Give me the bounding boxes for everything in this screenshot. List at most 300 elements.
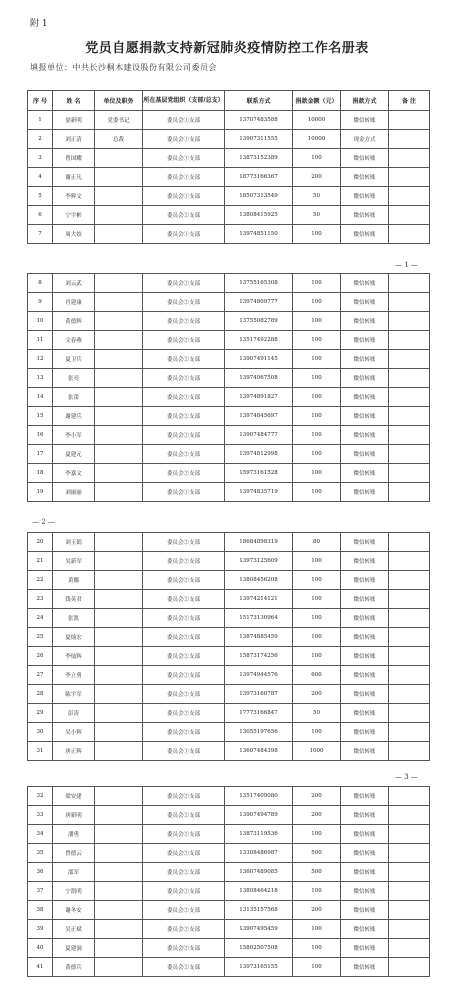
amount-cell: 200: [293, 787, 341, 806]
method-cell: 微信转账: [341, 111, 389, 130]
position-cell: [95, 533, 143, 552]
method-cell: 微信转账: [341, 901, 389, 920]
table-row: [28, 901, 430, 920]
contact-cell: 17773166847: [225, 704, 293, 723]
name-cell: 肖建康: [53, 293, 95, 312]
method-cell: 微信转账: [341, 350, 389, 369]
amount-cell: 100: [293, 882, 341, 901]
register-table-page-3: [27, 532, 430, 761]
seq-cell: 2: [28, 130, 53, 149]
register-table-page-2: [27, 273, 430, 502]
amount-cell: 100: [293, 609, 341, 628]
contact-cell: 13907491145: [225, 350, 293, 369]
seq-cell: 31: [28, 742, 53, 761]
seq-cell: 28: [28, 685, 53, 704]
position-cell: [95, 407, 143, 426]
party-branch-cell: 委员会①支部: [143, 130, 225, 149]
amount-cell: 50: [293, 187, 341, 206]
table-row: [28, 293, 430, 312]
position-cell: [95, 742, 143, 761]
position-cell: [95, 723, 143, 742]
method-cell: 微信转账: [341, 628, 389, 647]
contact-cell: 13974067508: [225, 369, 293, 388]
method-cell: 微信转账: [341, 149, 389, 168]
contact-cell: 13907495459: [225, 920, 293, 939]
contact-cell: 13873152389: [225, 149, 293, 168]
name-cell: 邵军: [53, 863, 95, 882]
party-branch-cell: 委员会②支部: [143, 882, 225, 901]
party-branch-cell: 委员会①支部: [143, 742, 225, 761]
seq-cell: 18: [28, 464, 53, 483]
seq-cell: 41: [28, 958, 53, 977]
contact-cell: 13308486987: [225, 844, 293, 863]
method-cell: 微信转账: [341, 533, 389, 552]
amount-cell: 100: [293, 149, 341, 168]
name-cell: 唐正辉: [53, 742, 95, 761]
party-branch-cell: 委员会②支部: [143, 426, 225, 445]
position-cell: [95, 609, 143, 628]
contact-cell: 13607489085: [225, 863, 293, 882]
method-cell: 微信转账: [341, 331, 389, 350]
name-cell: 彭涛: [53, 704, 95, 723]
party-branch-cell: 委员会②支部: [143, 350, 225, 369]
position-cell: [95, 958, 143, 977]
position-cell: [95, 483, 143, 502]
remark-cell: [389, 312, 430, 331]
method-cell: 微信转账: [341, 225, 389, 244]
table-row: [28, 723, 430, 742]
remark-cell: [389, 958, 430, 977]
amount-cell: 1000: [293, 742, 341, 761]
amount-cell: 100: [293, 388, 341, 407]
amount-cell: 10000: [293, 130, 341, 149]
method-cell: 微信转账: [341, 369, 389, 388]
position-cell: [95, 920, 143, 939]
remark-cell: [389, 149, 430, 168]
table-row: [28, 206, 430, 225]
party-branch-cell: 委员会②支部: [143, 407, 225, 426]
seq-cell: 4: [28, 168, 53, 187]
method-cell: 微信转账: [341, 685, 389, 704]
contact-cell: 13707483588: [225, 111, 293, 130]
page-number: — 2 —: [32, 518, 55, 526]
seq-cell: 12: [28, 350, 53, 369]
position-cell: [95, 426, 143, 445]
party-branch-cell: 委员会①支部: [143, 483, 225, 502]
remark-cell: [389, 407, 430, 426]
amount-cell: 600: [293, 666, 341, 685]
table-row: [28, 666, 430, 685]
amount-cell: 100: [293, 590, 341, 609]
amount-cell: 100: [293, 369, 341, 388]
name-cell: 黄德兵: [53, 958, 95, 977]
remark-cell: [389, 939, 430, 958]
contact-cell: 13135157568: [225, 901, 293, 920]
contact-cell: 13973165155: [225, 958, 293, 977]
amount-cell: 100: [293, 552, 341, 571]
column-header: 序 号: [28, 91, 53, 111]
amount-cell: 100: [293, 274, 341, 293]
seq-cell: 9: [28, 293, 53, 312]
seq-cell: 10: [28, 312, 53, 331]
contact-cell: 13907494789: [225, 806, 293, 825]
seq-cell: 8: [28, 274, 53, 293]
name-cell: 宁凯明: [53, 882, 95, 901]
seq-cell: 1: [28, 111, 53, 130]
register-table-page-4: [27, 786, 430, 977]
amount-cell: 100: [293, 445, 341, 464]
table-row: [28, 628, 430, 647]
contact-cell: 13974845697: [225, 407, 293, 426]
remark-cell: [389, 369, 430, 388]
amount-cell: 100: [293, 825, 341, 844]
table-row: [28, 685, 430, 704]
amount-cell: 100: [293, 312, 341, 331]
party-branch-cell: 委员会②支部: [143, 464, 225, 483]
column-header: 单位及职务: [95, 91, 143, 111]
remark-cell: [389, 445, 430, 464]
remark-cell: [389, 225, 430, 244]
position-cell: [95, 901, 143, 920]
remark-cell: [389, 901, 430, 920]
position-cell: [95, 388, 143, 407]
name-cell: 周大姣: [53, 225, 95, 244]
amount-cell: 100: [293, 407, 341, 426]
remark-cell: [389, 388, 430, 407]
amount-cell: 100: [293, 293, 341, 312]
table-row: [28, 920, 430, 939]
position-cell: [95, 274, 143, 293]
party-branch-cell: 委员会①支部: [143, 149, 225, 168]
contact-cell: 13517409080: [225, 787, 293, 806]
amount-cell: 10000: [293, 111, 341, 130]
name-cell: 晏新明: [53, 111, 95, 130]
remark-cell: [389, 787, 430, 806]
amount-cell: 80: [293, 533, 341, 552]
seq-cell: 25: [28, 628, 53, 647]
contact-cell: 13607484398: [225, 742, 293, 761]
contact-cell: 13974891827: [225, 388, 293, 407]
name-cell: 李小军: [53, 426, 95, 445]
method-cell: 微信转账: [341, 882, 389, 901]
remark-cell: [389, 350, 430, 369]
table-row: [28, 704, 430, 723]
party-branch-cell: 委员会①支部: [143, 168, 225, 187]
position-cell: [95, 369, 143, 388]
remark-cell: [389, 647, 430, 666]
method-cell: 微信转账: [341, 274, 389, 293]
position-cell: [95, 628, 143, 647]
amount-cell: 50: [293, 704, 341, 723]
method-cell: 微信转账: [341, 206, 389, 225]
name-cell: 梁安建: [53, 787, 95, 806]
party-branch-cell: 委员会②支部: [143, 533, 225, 552]
seq-cell: 3: [28, 149, 53, 168]
position-cell: [95, 552, 143, 571]
amount-cell: 100: [293, 571, 341, 590]
name-cell: 张亮: [53, 369, 95, 388]
table-row: [28, 187, 430, 206]
method-cell: 微信转账: [341, 863, 389, 882]
contact-cell: 13907311555: [225, 130, 293, 149]
position-cell: 总裁: [95, 130, 143, 149]
position-cell: [95, 844, 143, 863]
remark-cell: [389, 130, 430, 149]
position-cell: [95, 787, 143, 806]
table-row: [28, 609, 430, 628]
contact-cell: 13974851150: [225, 225, 293, 244]
party-branch-cell: 委员会②支部: [143, 571, 225, 590]
header-row: [28, 91, 430, 111]
party-branch-cell: 委员会②支部: [143, 274, 225, 293]
table-row: [28, 225, 430, 244]
table-row: [28, 111, 430, 130]
name-cell: 吴小辉: [53, 723, 95, 742]
name-cell: 谢建兵: [53, 407, 95, 426]
page-number: — 1 —: [395, 261, 418, 269]
party-branch-cell: 委员会②支部: [143, 206, 225, 225]
method-cell: 微信转账: [341, 571, 389, 590]
remark-cell: [389, 483, 430, 502]
page-number: — 3 —: [395, 773, 418, 781]
remark-cell: [389, 882, 430, 901]
remark-cell: [389, 168, 430, 187]
party-branch-cell: 委员会②支部: [143, 787, 225, 806]
method-cell: 微信转账: [341, 647, 389, 666]
seq-cell: 39: [28, 920, 53, 939]
amount-cell: 100: [293, 647, 341, 666]
position-cell: [95, 464, 143, 483]
name-cell: 曾德云: [53, 844, 95, 863]
table-row: [28, 445, 430, 464]
table-row: [28, 130, 430, 149]
remark-cell: [389, 590, 430, 609]
remark-cell: [389, 331, 430, 350]
seq-cell: 37: [28, 882, 53, 901]
amount-cell: 100: [293, 628, 341, 647]
table-row: [28, 274, 430, 293]
method-cell: 微信转账: [341, 704, 389, 723]
column-header: 联系方式: [225, 91, 293, 111]
party-branch-cell: 委员会②支部: [143, 293, 225, 312]
remark-cell: [389, 863, 430, 882]
method-cell: 微信转账: [341, 787, 389, 806]
seq-cell: 33: [28, 806, 53, 825]
party-branch-cell: 委员会②支部: [143, 590, 225, 609]
name-cell: 刘正清: [53, 130, 95, 149]
remark-cell: [389, 685, 430, 704]
table-row: [28, 787, 430, 806]
remark-cell: [389, 628, 430, 647]
remark-cell: [389, 825, 430, 844]
party-branch-cell: 委员会②支部: [143, 806, 225, 825]
column-header: 捐款方式: [341, 91, 389, 111]
method-cell: 微信转账: [341, 609, 389, 628]
seq-cell: 15: [28, 407, 53, 426]
table-row: [28, 331, 430, 350]
position-cell: [95, 806, 143, 825]
position-cell: [95, 590, 143, 609]
contact-cell: 13973160787: [225, 685, 293, 704]
name-cell: 李灿辉: [53, 647, 95, 666]
seq-cell: 24: [28, 609, 53, 628]
seq-cell: 7: [28, 225, 53, 244]
method-cell: 微信转账: [341, 552, 389, 571]
contact-cell: 13974812998: [225, 445, 293, 464]
table-row: [28, 369, 430, 388]
position-cell: [95, 882, 143, 901]
table-row: [28, 312, 430, 331]
contact-cell: 13755082789: [225, 312, 293, 331]
remark-cell: [389, 187, 430, 206]
party-branch-cell: 委员会②支部: [143, 844, 225, 863]
contact-cell: 13907484777: [225, 426, 293, 445]
name-cell: 李嘉文: [53, 464, 95, 483]
name-cell: 黄娜: [53, 571, 95, 590]
table-row: [28, 882, 430, 901]
amount-cell: 200: [293, 685, 341, 704]
amount-cell: 200: [293, 168, 341, 187]
method-cell: 微信转账: [341, 426, 389, 445]
contact-cell: 18507313549: [225, 187, 293, 206]
remark-cell: [389, 742, 430, 761]
method-cell: 微信转账: [341, 723, 389, 742]
seq-cell: 17: [28, 445, 53, 464]
remark-cell: [389, 844, 430, 863]
remark-cell: [389, 806, 430, 825]
position-cell: [95, 939, 143, 958]
table-row: [28, 533, 430, 552]
position-cell: [95, 704, 143, 723]
name-cell: 宁宇彬: [53, 206, 95, 225]
contact-cell: 13755165308: [225, 274, 293, 293]
contact-cell: 13974835719: [225, 483, 293, 502]
name-cell: 夏灿宏: [53, 628, 95, 647]
amount-cell: 100: [293, 483, 341, 502]
table-row: [28, 350, 430, 369]
contact-cell: 13874885459: [225, 628, 293, 647]
method-cell: 微信转账: [341, 388, 389, 407]
party-branch-cell: 委员会②支部: [143, 647, 225, 666]
position-cell: [95, 187, 143, 206]
seq-cell: 26: [28, 647, 53, 666]
position-cell: [95, 168, 143, 187]
position-cell: [95, 571, 143, 590]
table-row: [28, 571, 430, 590]
contact-cell: 15973161528: [225, 464, 293, 483]
attachment-label: 附 1: [30, 19, 48, 29]
table-row: [28, 825, 430, 844]
amount-cell: 100: [293, 225, 341, 244]
table-row: [28, 806, 430, 825]
seq-cell: 20: [28, 533, 53, 552]
amount-cell: 200: [293, 806, 341, 825]
amount-cell: 200: [293, 901, 341, 920]
name-cell: 夏建洞: [53, 939, 95, 958]
party-branch-cell: 委员会①支部: [143, 225, 225, 244]
position-cell: [95, 863, 143, 882]
seq-cell: 23: [28, 590, 53, 609]
seq-cell: 13: [28, 369, 53, 388]
method-cell: 微信转账: [341, 407, 389, 426]
method-cell: 微信转账: [341, 742, 389, 761]
contact-cell: 15873174256: [225, 647, 293, 666]
name-cell: 谢冬安: [53, 901, 95, 920]
register-table-page-1: [27, 90, 430, 244]
contact-cell: 13973125609: [225, 552, 293, 571]
contact-cell: 13055197656: [225, 723, 293, 742]
method-cell: 微信转账: [341, 939, 389, 958]
party-branch-cell: 委员会①支部: [143, 187, 225, 206]
name-cell: 潘勇: [53, 825, 95, 844]
remark-cell: [389, 723, 430, 742]
contact-cell: 13974214121: [225, 590, 293, 609]
amount-cell: 100: [293, 958, 341, 977]
name-cell: 李辉文: [53, 187, 95, 206]
table-row: [28, 388, 430, 407]
party-branch-cell: 委员会②支部: [143, 920, 225, 939]
position-cell: [95, 685, 143, 704]
contact-cell: 13808415925: [225, 206, 293, 225]
party-branch-cell: 委员会②支部: [143, 369, 225, 388]
table-row: [28, 483, 430, 502]
amount-cell: 500: [293, 844, 341, 863]
name-cell: 刘云武: [53, 274, 95, 293]
seq-cell: 14: [28, 388, 53, 407]
name-cell: 吴正斌: [53, 920, 95, 939]
party-branch-cell: 委员会②支部: [143, 331, 225, 350]
position-cell: [95, 825, 143, 844]
party-branch-cell: 委员会②支部: [143, 312, 225, 331]
seq-cell: 16: [28, 426, 53, 445]
party-branch-cell: 委员会②支部: [143, 863, 225, 882]
party-branch-cell: 委员会②支部: [143, 685, 225, 704]
seq-cell: 35: [28, 844, 53, 863]
table-row: [28, 426, 430, 445]
position-cell: [95, 445, 143, 464]
document-title: 党员自愿捐款支持新冠肺炎疫情防控工作名册表: [85, 41, 369, 56]
method-cell: 微信转账: [341, 958, 389, 977]
table-row: [28, 958, 430, 977]
table-row: [28, 464, 430, 483]
seq-cell: 5: [28, 187, 53, 206]
amount-cell: 500: [293, 863, 341, 882]
table-row: [28, 844, 430, 863]
name-cell: 钱英君: [53, 590, 95, 609]
method-cell: 微信转账: [341, 293, 389, 312]
position-cell: [95, 666, 143, 685]
contact-cell: 13974809777: [225, 293, 293, 312]
contact-cell: 13974944576: [225, 666, 293, 685]
position-cell: [95, 206, 143, 225]
contact-cell: 18684898319: [225, 533, 293, 552]
table-row: [28, 647, 430, 666]
name-cell: 曾国耀: [53, 149, 95, 168]
party-branch-cell: 委员会②支部: [143, 666, 225, 685]
position-cell: [95, 312, 143, 331]
contact-cell: 13808464218: [225, 882, 293, 901]
method-cell: 微信转账: [341, 666, 389, 685]
seq-cell: 11: [28, 331, 53, 350]
remark-cell: [389, 464, 430, 483]
name-cell: 张凯: [53, 609, 95, 628]
seq-cell: 29: [28, 704, 53, 723]
name-cell: 夏建元: [53, 445, 95, 464]
name-cell: 文春燕: [53, 331, 95, 350]
name-cell: 吴新军: [53, 552, 95, 571]
table-row: [28, 552, 430, 571]
party-branch-cell: 委员会②支部: [143, 704, 225, 723]
